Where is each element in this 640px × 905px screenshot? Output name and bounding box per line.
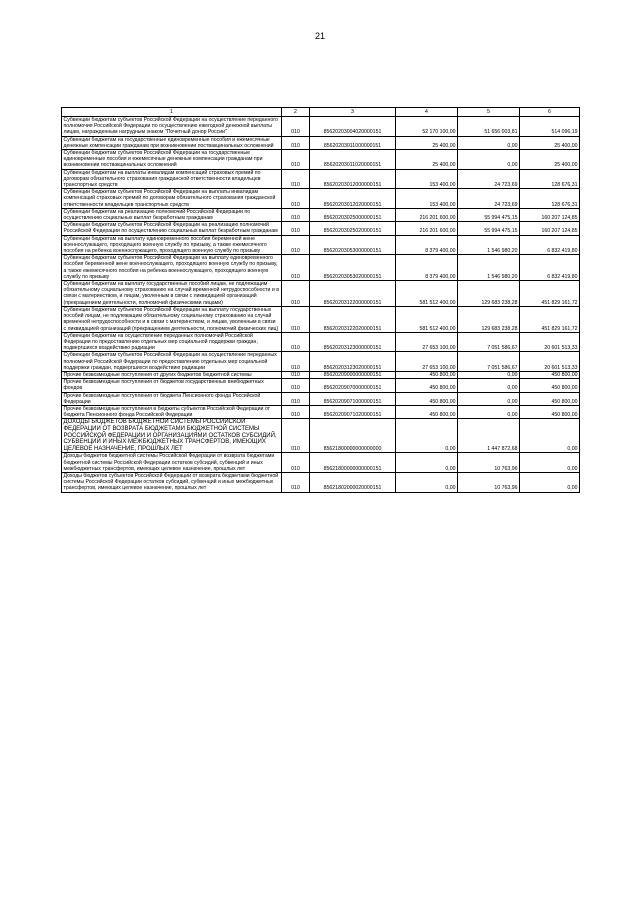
row-name-cell: Субвенции бюджетам субъектов Российской Федерации на выплату государственных пособий лицам, не подлежащим обязательному социальному страхованию на случай временной нетрудоспособности и в связи с материнством, и лицам, уволенным в связи с ликвидацией организаций (прекращением деятельности, полномочий физических лиц): [62, 306, 282, 332]
row-fact-cell: 55 994 475,15: [458, 222, 520, 235]
row-kbk-cell: 85620203004020000151: [310, 117, 396, 137]
row-rest-cell: 0,00: [520, 419, 580, 453]
row-kbk-cell: 85620203123020000151: [310, 352, 396, 372]
row-name-cell: Субвенции бюджетам субъектов Российской Федерации на выплаты инвалидам компенсаций страховых премий по договорам обязательного страхования гражданской ответственности владельцев транспортных средств: [62, 189, 282, 209]
table-row: [62, 117, 580, 137]
row-kbk-cell: 85620203053000000151: [310, 235, 396, 255]
table-row: [62, 136, 580, 149]
row-fact-cell: 0,00: [458, 136, 520, 149]
row-plan-cell: 0,00: [396, 419, 458, 453]
header-col-2: 2: [282, 108, 310, 117]
row-name-cell: Субвенции бюджетам на выплату единовременного пособия беременной жене военнослужащего, проходящего военную службу по призыву, а также ежемесячного пособия на ребенка военнослужащего, проходящего военную службу по призыву: [62, 235, 282, 255]
row-plan-cell: 581 512 400,00: [396, 281, 458, 307]
row-rest-cell: 451 829 161,72: [520, 306, 580, 332]
table-row: [62, 222, 580, 235]
table-row: [62, 281, 580, 307]
row-plan-cell: 153 400,00: [396, 169, 458, 189]
row-code-cell: 010: [282, 371, 310, 378]
row-kbk-cell: 85620203011000000151: [310, 136, 396, 149]
header-col-5: 5: [458, 108, 520, 117]
row-code-cell: 010: [282, 379, 310, 392]
row-code-cell: 010: [282, 235, 310, 255]
row-name-cell: Субвенции бюджетам субъектов Российской Федерации на выплату единовременного пособия беременной жене военнослужащего, проходящего военную службу по призыву, а также ежемесячного пособия на ребенка военнослужащего, проходящего военную службу по призыву: [62, 255, 282, 281]
row-name-cell: Субвенции бюджетам субъектов Российской Федерации на осуществление переданного полномочия Российской Федерации по осуществлению ежегодной денежной выплаты лицам, награжденным нагрудным знаком "Почетный донор России": [62, 117, 282, 137]
row-kbk-cell: 85621800000000000151: [310, 453, 396, 473]
table-row: [62, 208, 580, 221]
row-rest-cell: 160 207 124,85: [520, 208, 580, 221]
row-rest-cell: 514 096,19: [520, 117, 580, 137]
row-rest-cell: 160 207 124,85: [520, 222, 580, 235]
row-plan-cell: 27 653 100,00: [396, 332, 458, 352]
row-name-cell: Прочие безвозмездные поступления от бюджета Пенсионного фонда Российской Федерации: [62, 392, 282, 405]
row-rest-cell: 128 676,31: [520, 169, 580, 189]
row-fact-cell: 55 994 475,15: [458, 208, 520, 221]
row-name-cell: Прочие безвозмездные поступления от бюджетов государственных внебюджетных фондов: [62, 379, 282, 392]
row-plan-cell: 153 400,00: [396, 189, 458, 209]
row-fact-cell: 1 447 872,68: [458, 419, 520, 453]
row-code-cell: 010: [282, 117, 310, 137]
row-code-cell: 010: [282, 453, 310, 473]
row-kbk-cell: 85620203012000000151: [310, 169, 396, 189]
row-rest-cell: 25 400,00: [520, 136, 580, 149]
table-row: [62, 255, 580, 281]
row-name-cell: Субвенции бюджетам субъектов Российской Федерации на реализацию полномочий Российской Федерации по осуществлению социальных выплат безработным гражданам: [62, 222, 282, 235]
table-row: [62, 392, 580, 405]
row-name-cell: Субвенции бюджетам на государственные единовременные пособия и ежемесячные денежные компенсации гражданам при возникновении поствакцинальных осложнений: [62, 136, 282, 149]
row-kbk-cell: 85620203053020000151: [310, 255, 396, 281]
report-table-body: [62, 108, 580, 493]
row-rest-cell: 450 800,00: [520, 379, 580, 392]
row-code-cell: 010: [282, 392, 310, 405]
row-kbk-cell: 85620203122020000151: [310, 306, 396, 332]
row-fact-cell: 51 656 003,81: [458, 117, 520, 137]
page-number: 21: [314, 31, 325, 41]
row-plan-cell: 216 201 600,00: [396, 208, 458, 221]
row-code-cell: 010: [282, 281, 310, 307]
row-kbk-cell: 85620209070000000151: [310, 379, 396, 392]
row-name-cell: ДОХОДЫ БЮДЖЕТОВ БЮДЖЕТНОЙ СИСТЕМЫ РОССИЙСКОЙ ФЕДЕРАЦИИ ОТ ВОЗВРАТА БЮДЖЕТАМИ БЮДЖЕТНОЙ СИСТЕМЫ РОССИЙСКОЙ ФЕДЕРАЦИИ И ОРГАНИЗАЦИЯМИ ОСТАТКОВ СУБСИДИЙ, СУБВЕНЦИЙ И ИНЫХ МЕЖБЮДЖЕТНЫХ ТРАНСФЕРТОВ, ИМЕЮЩИХ ЦЕЛЕВОЕ НАЗНАЧЕНИЕ, ПРОШЛЫХ ЛЕТ: [62, 419, 282, 453]
row-rest-cell: 0,00: [520, 472, 580, 492]
header-col-1: 1: [62, 108, 282, 117]
header-col-3: 3: [310, 108, 396, 117]
row-name-cell: Субвенции бюджетам на выплату государственных пособий лицам, не подлежащим обязательному социальному страхованию на случай временной нетрудоспособности и в связи с материнством, и лицам, уволенным в связи с ликвидацией организаций (прекращением деятельности, полномочий физическими лицами): [62, 281, 282, 307]
row-name-cell: Субвенции бюджетам субъектов Российской Федерации на государственные единовременные пособия и ежемесячные денежные компенсации гражданам при возникновении поствакцинальных осложнений: [62, 150, 282, 170]
row-plan-cell: 450 800,00: [396, 379, 458, 392]
row-plan-cell: 8 379 400,00: [396, 255, 458, 281]
row-rest-cell: 6 832 419,80: [520, 255, 580, 281]
row-kbk-cell: 85620203025020000151: [310, 222, 396, 235]
row-code-cell: 010: [282, 255, 310, 281]
row-rest-cell: 450 800,00: [520, 392, 580, 405]
row-name-cell: Доходы бюджетов бюджетной системы Российской Федерации от возврата бюджетами бюджетной системы Российской Федерации остатков субсидий, субвенций и иных межбюджетных трансфертов, имеющих целевое назначение, прошлых лет: [62, 453, 282, 473]
table-row: [62, 453, 580, 473]
row-rest-cell: 128 676,31: [520, 189, 580, 209]
row-kbk-cell: 85620203025000000151: [310, 208, 396, 221]
row-name-cell: Доходы бюджетов субъектов Российской Федерации от возврата бюджетами бюджетной системы Российской Федерации остатков субсидий, субвенций и иных межбюджетных трансфертов, имеющих целевое назначение, прошлых лет: [62, 472, 282, 492]
row-name-cell: Прочие безвозмездные поступления от других бюджетов бюджетной системы: [62, 371, 282, 378]
table-row: [62, 371, 580, 378]
row-name-cell: Субвенции бюджетам на выплаты инвалидам компенсаций страховых премий по договорам обязательного страхования гражданской ответственности владельцев транспортных средств: [62, 169, 282, 189]
row-code-cell: 010: [282, 472, 310, 492]
row-plan-cell: 8 379 400,00: [396, 235, 458, 255]
table-row: [62, 379, 580, 392]
report-table: [61, 107, 580, 493]
row-fact-cell: 0,00: [458, 150, 520, 170]
row-plan-cell: 0,00: [396, 453, 458, 473]
row-code-cell: 010: [282, 136, 310, 149]
row-kbk-cell: 85620203123000000151: [310, 332, 396, 352]
row-fact-cell: 1 546 980,20: [458, 255, 520, 281]
row-fact-cell: 0,00: [458, 371, 520, 378]
row-plan-cell: 52 170 100,00: [396, 117, 458, 137]
row-kbk-cell: 85620203012020000151: [310, 189, 396, 209]
row-name-cell: Субвенции бюджетам на осуществление переданных полномочий Российской Федерации по предоставлению отдельных мер социальной поддержки граждан, подвергшихся воздействию радиации: [62, 332, 282, 352]
row-fact-cell: 10 763,96: [458, 472, 520, 492]
table-row: [62, 419, 580, 453]
row-rest-cell: 0,00: [520, 453, 580, 473]
row-rest-cell: 25 400,00: [520, 150, 580, 170]
row-plan-cell: 581 512 400,00: [396, 306, 458, 332]
row-plan-cell: 450 800,00: [396, 371, 458, 378]
row-code-cell: 010: [282, 306, 310, 332]
row-fact-cell: 129 683 238,28: [458, 306, 520, 332]
row-plan-cell: 25 400,00: [396, 136, 458, 149]
header-col-4: 4: [396, 108, 458, 117]
row-plan-cell: 27 653 100,00: [396, 352, 458, 372]
row-code-cell: 010: [282, 419, 310, 453]
row-code-cell: 010: [282, 189, 310, 209]
table-row: [62, 189, 580, 209]
row-kbk-cell: 85620209071000000151: [310, 392, 396, 405]
table-row: [62, 352, 580, 372]
table-row: [62, 150, 580, 170]
row-code-cell: 010: [282, 208, 310, 221]
row-code-cell: 010: [282, 222, 310, 235]
row-fact-cell: 24 723,69: [458, 169, 520, 189]
table-row: [62, 169, 580, 189]
row-rest-cell: 450 800,00: [520, 371, 580, 378]
table-row: [62, 405, 580, 418]
row-fact-cell: 1 546 980,20: [458, 235, 520, 255]
row-plan-cell: 0,00: [396, 472, 458, 492]
row-kbk-cell: 85621802000020000151: [310, 472, 396, 492]
table-row: [62, 472, 580, 492]
row-code-cell: 010: [282, 352, 310, 372]
row-plan-cell: 216 201 600,00: [396, 222, 458, 235]
row-plan-cell: 450 800,00: [396, 392, 458, 405]
table-row: [62, 332, 580, 352]
row-fact-cell: 0,00: [458, 379, 520, 392]
row-rest-cell: 450 800,00: [520, 405, 580, 418]
row-fact-cell: 7 051 586,67: [458, 352, 520, 372]
row-kbk-cell: 85620209000000000151: [310, 371, 396, 378]
row-plan-cell: 25 400,00: [396, 150, 458, 170]
row-fact-cell: 0,00: [458, 392, 520, 405]
row-fact-cell: 24 723,69: [458, 189, 520, 209]
row-rest-cell: 6 832 419,80: [520, 235, 580, 255]
row-kbk-cell: 85620203011020000151: [310, 150, 396, 170]
row-fact-cell: 7 051 586,67: [458, 332, 520, 352]
row-name-cell: Субвенции бюджетам на реализацию полномочий Российской Федерации по осуществлению социальных выплат безработным гражданам: [62, 208, 282, 221]
row-code-cell: 010: [282, 169, 310, 189]
row-code-cell: 010: [282, 405, 310, 418]
header-col-6: 6: [520, 108, 580, 117]
table-row: [62, 306, 580, 332]
row-name-cell: Субвенции бюджетам субъектов Российской Федерации на осуществление переданных полномочий Российской Федерации по предоставлению отдельных мер социальной поддержки граждан, подвергшихся воздействию радиации: [62, 352, 282, 372]
row-plan-cell: 450 800,00: [396, 405, 458, 418]
row-rest-cell: 451 829 161,72: [520, 281, 580, 307]
row-fact-cell: 0,00: [458, 405, 520, 418]
row-fact-cell: 129 683 238,28: [458, 281, 520, 307]
row-kbk-cell: 85620203122000000151: [310, 281, 396, 307]
row-rest-cell: 20 601 513,33: [520, 352, 580, 372]
table-row: [62, 235, 580, 255]
row-name-cell: Прочие безвозмездные поступления в бюджеты субъектов Российской Федерации от бюджета Пенсионного фонда Российской Федерации: [62, 405, 282, 418]
row-code-cell: 010: [282, 150, 310, 170]
row-code-cell: 010: [282, 332, 310, 352]
row-kbk-cell: 85620209071020000151: [310, 405, 396, 418]
row-kbk-cell: 85621800000000000000: [310, 419, 396, 453]
row-fact-cell: 10 763,96: [458, 453, 520, 473]
row-rest-cell: 20 601 513,33: [520, 332, 580, 352]
table-header-row: [62, 108, 580, 117]
